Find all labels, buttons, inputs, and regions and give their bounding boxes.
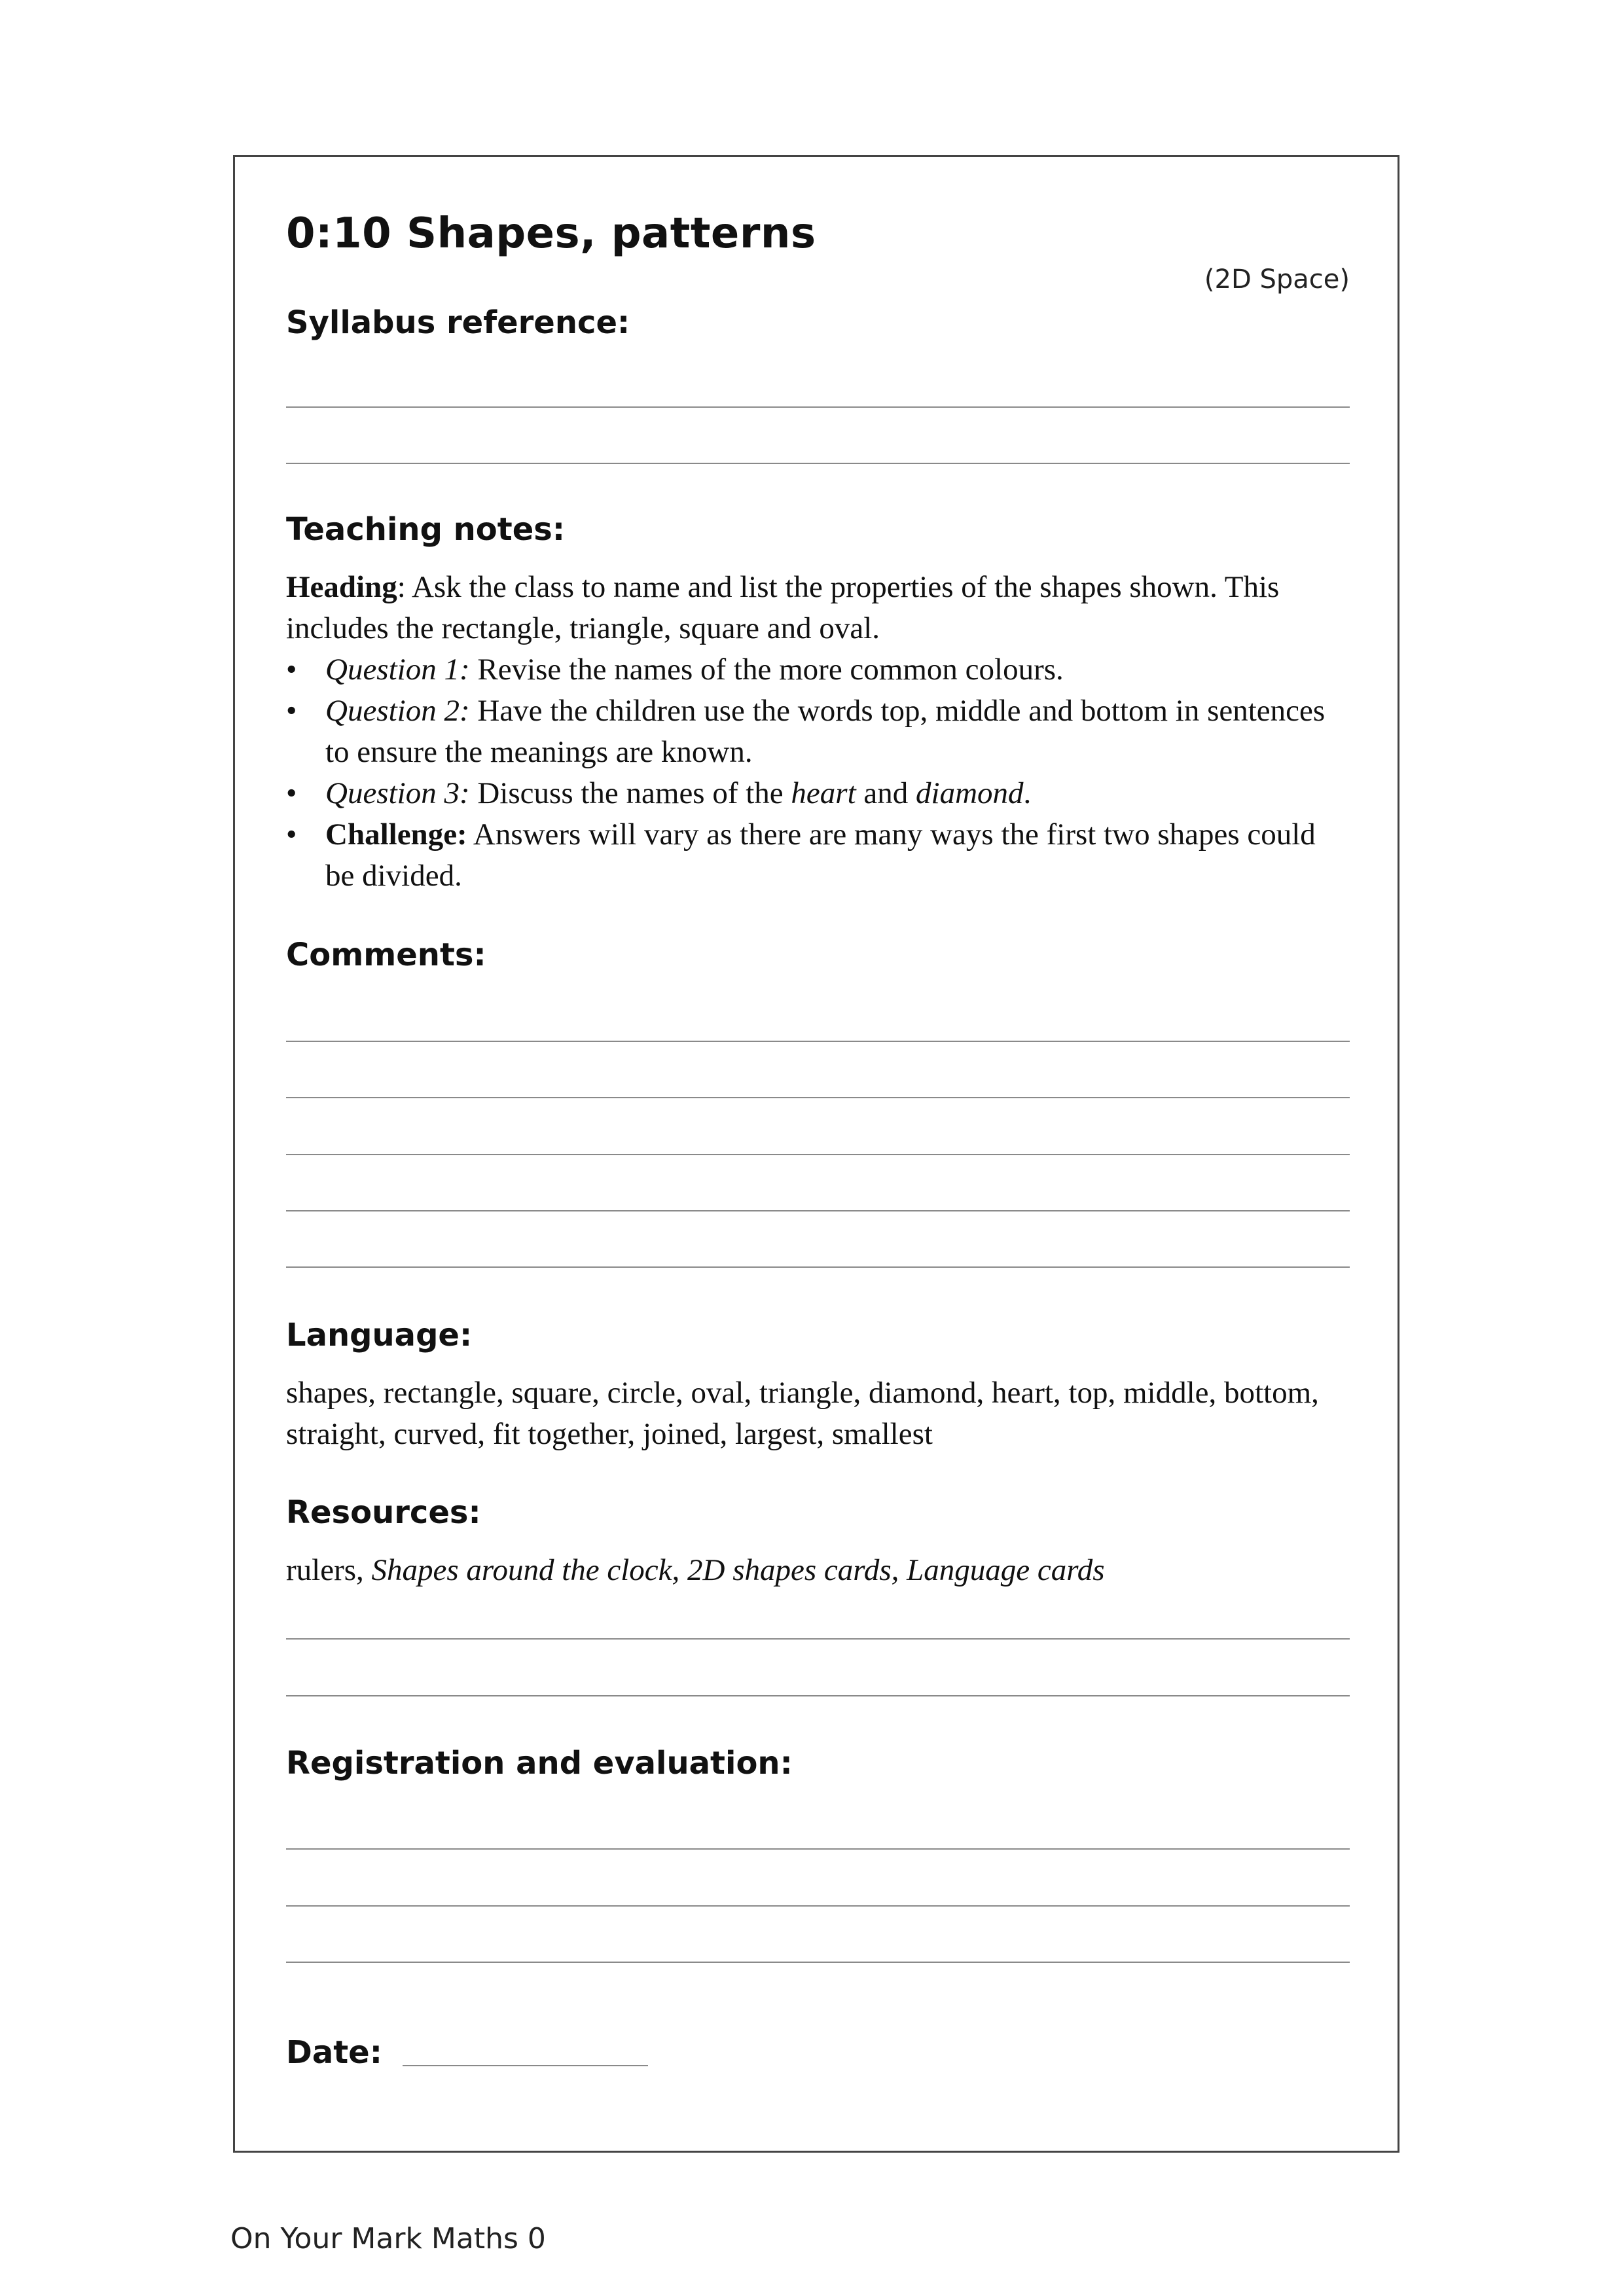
language-text: shapes, rectangle, square, circle, oval, triangle, diamond, heart, top, middle, bottom, straight, curved, fit together, joined, largest, smallest [286, 1376, 1319, 1451]
page-title: 0:10 Shapes, patterns [286, 209, 816, 258]
bullet-challenge: • Challenge: Answers will vary as there are many ways the first two shapes could be divided. [286, 817, 1316, 893]
resources-plain: rulers, [286, 1553, 372, 1587]
bullet-text: . [1023, 776, 1032, 810]
syllabus-line-1 [286, 406, 1350, 408]
bullet-label: Question 1: [325, 653, 470, 687]
comments-line-4 [286, 1210, 1350, 1211]
bullet-emphasis: heart [791, 776, 856, 810]
syllabus-heading: Syllabus reference: [286, 304, 630, 341]
resources-line-1 [286, 1638, 1350, 1640]
resources-heading: Resources: [286, 1494, 481, 1531]
teaching-notes-body [286, 567, 1350, 897]
registration-line-1 [286, 1848, 1350, 1850]
registration-heading: Registration and evaluation: [286, 1745, 793, 1782]
comments-line-2 [286, 1097, 1350, 1098]
date-label: Date: [286, 2034, 382, 2071]
bullet-question-3: • Question 3: Discuss the names of the heart and diamond. [286, 776, 1032, 810]
resources-text [286, 1550, 1350, 1591]
registration-line-3 [286, 1962, 1350, 1963]
heading-note-text: : Ask the class to name and list the properties of the shapes shown. This includes the rectangle, triangle, square and oval. [286, 570, 1280, 645]
page-footer: On Your Mark Maths 0 [230, 2222, 546, 2255]
registration-line-2 [286, 1905, 1350, 1907]
comments-line-1 [286, 1041, 1350, 1042]
strand-label: (2D Space) [1204, 264, 1350, 295]
comments-heading: Comments: [286, 937, 486, 973]
comments-line-3 [286, 1154, 1350, 1155]
bullet-text: Have the children use the words top, middle and bottom in sentences to ensure the meanings are known. [325, 694, 1326, 769]
teaching-bullets [286, 649, 1350, 897]
heading-note-label: Heading [286, 570, 397, 604]
bullet-question-1: • Question 1: Revise the names of the more common colours. [286, 653, 1064, 687]
date-field-line [403, 2065, 648, 2066]
bullet-text: and [856, 776, 916, 810]
comments-line-5 [286, 1266, 1350, 1268]
resources-line-2 [286, 1695, 1350, 1696]
bullet-text: Discuss the names of the [469, 776, 791, 810]
heading-note [286, 567, 1350, 649]
bullet-label: Question 3: [325, 776, 470, 810]
syllabus-line-2 [286, 463, 1350, 464]
bullet-text: Answers will vary as there are many ways the first two shapes could be divided. [325, 817, 1316, 893]
bullet-text: Revise the names of the more common colours. [469, 653, 1064, 687]
language-heading: Language: [286, 1317, 473, 1354]
bullet-label: Challenge: [325, 817, 467, 852]
bullet-question-2: • Question 2: Have the children use the words top, middle and bottom in sentences to ensure the meanings are known. [286, 694, 1326, 769]
resources-italic: Shapes around the clock, 2D shapes cards, Language cards [371, 1553, 1105, 1587]
teaching-notes-heading: Teaching notes: [286, 511, 566, 548]
bullet-emphasis: diamond [916, 776, 1024, 810]
bullet-label: Question 2: [325, 694, 470, 728]
